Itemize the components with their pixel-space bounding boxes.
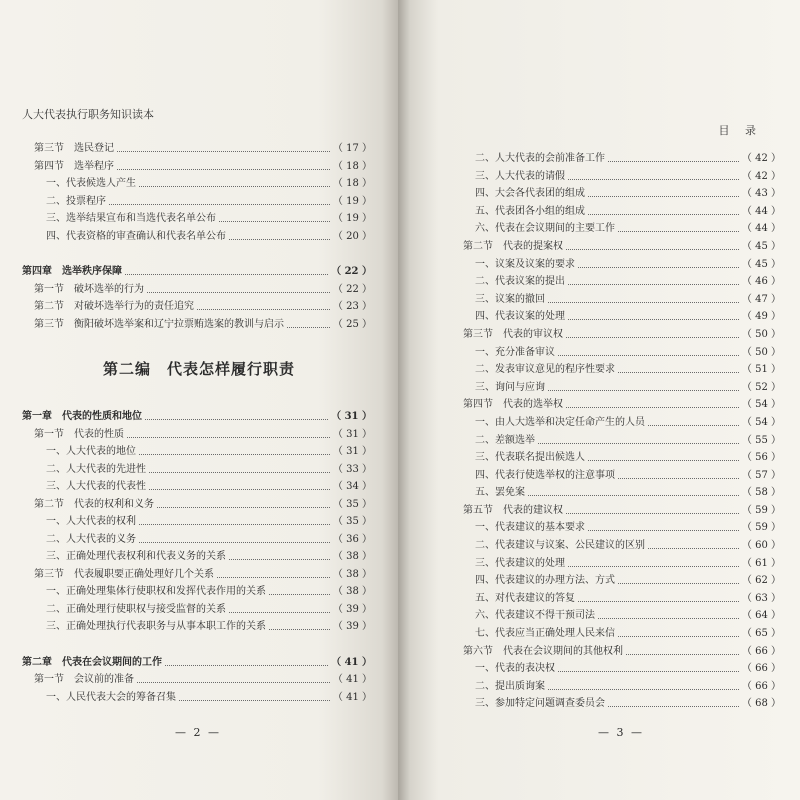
toc-leader-dots bbox=[269, 629, 330, 630]
toc-entry-page: （ 23 ） bbox=[332, 301, 372, 312]
toc-entry bbox=[451, 555, 781, 573]
toc-leader-dots bbox=[165, 665, 328, 666]
toc-entry-title: 二、人大代表的会前准备工作 bbox=[475, 153, 605, 164]
toc-entry-title: 四、代表建议的办理方法、方式 bbox=[475, 575, 615, 587]
toc-entry-page: （ 35 ） bbox=[332, 498, 372, 510]
toc-entry bbox=[22, 496, 372, 514]
toc-entry-page: （ 42 ） bbox=[741, 170, 781, 182]
toc-entry-title: 一、人大代表的权利 bbox=[46, 516, 136, 527]
toc-entry-title: 一、人大代表的地位 bbox=[46, 446, 136, 457]
toc-entry bbox=[22, 531, 372, 549]
page-number: — 2 — bbox=[175, 726, 221, 739]
toc-entry-title: 二、代表议案的提出 bbox=[475, 276, 565, 288]
toc-entry bbox=[22, 513, 372, 531]
toc-entry-page: （ 44 ） bbox=[741, 205, 781, 217]
toc-entry-title: 三、人大代表的请假 bbox=[475, 170, 565, 182]
toc-entry bbox=[451, 519, 781, 537]
toc-leader-dots bbox=[626, 654, 739, 655]
toc-entry-title: 三、询问与应询 bbox=[475, 381, 545, 393]
toc-entry bbox=[22, 689, 372, 707]
toc-entry-page: （ 46 ） bbox=[741, 276, 781, 288]
toc-entry bbox=[451, 678, 781, 696]
toc-entry-title: 二、人大代表的先进性 bbox=[46, 463, 146, 475]
toc-entry bbox=[451, 432, 781, 450]
toc-entry bbox=[22, 443, 372, 461]
toc-entry-page: （ 41 ） bbox=[332, 691, 372, 703]
toc-entry-title: 一、人民代表大会的筹备召集 bbox=[46, 691, 176, 703]
toc-entry-title: 一、充分准备审议 bbox=[475, 346, 555, 358]
toc-leader-dots bbox=[229, 559, 330, 560]
toc-entry-title: 五、代表团各小组的组成 bbox=[475, 205, 585, 217]
toc-entry bbox=[22, 140, 372, 158]
toc-entry-title: 第三节 代表的审议权 bbox=[463, 328, 563, 340]
toc-leader-dots bbox=[269, 594, 330, 595]
toc-entry bbox=[451, 361, 781, 379]
toc-entry bbox=[451, 467, 781, 485]
toc-entry-title: 第二节 代表的提案权 bbox=[463, 240, 563, 252]
toc-entry bbox=[451, 238, 781, 256]
toc-entry-title: 三、正确处理代表权利和代表义务的关系 bbox=[46, 551, 226, 562]
toc-leader-dots bbox=[568, 566, 739, 567]
toc-entry bbox=[22, 158, 372, 176]
toc-entry-title: 三、选举结果宣布和当选代表名单公布 bbox=[46, 213, 216, 224]
toc-entry-page: （ 62 ） bbox=[741, 575, 781, 587]
toc-entry bbox=[22, 263, 372, 281]
toc-entry-page: （ 39 ） bbox=[332, 603, 372, 615]
toc-entry-page: （ 43 ） bbox=[741, 188, 781, 200]
toc-leader-dots bbox=[578, 601, 739, 602]
toc-entry bbox=[22, 671, 372, 689]
toc-entry-page: （ 25 ） bbox=[332, 318, 372, 330]
toc-gap bbox=[22, 636, 372, 654]
toc-leader-dots bbox=[145, 419, 328, 420]
page-number: — 3 — bbox=[598, 726, 644, 739]
toc-leader-dots bbox=[588, 530, 739, 531]
toc-entry bbox=[22, 426, 372, 444]
toc-entry-page: （ 66 ） bbox=[741, 645, 781, 657]
toc-entry-page: （ 63 ） bbox=[741, 592, 781, 604]
toc-entry-title: 三、议案的撤回 bbox=[475, 293, 545, 305]
toc-entry bbox=[22, 193, 372, 211]
left-page bbox=[0, 0, 398, 800]
toc-entry-title: 四、代表资格的审查确认和代表名单公布 bbox=[46, 230, 226, 242]
toc-entry-title: 五、罢免案 bbox=[475, 487, 525, 499]
toc-leader-dots bbox=[117, 169, 330, 170]
toc-entry bbox=[22, 654, 372, 672]
toc-entry bbox=[451, 185, 781, 203]
toc-entry-page: （ 51 ） bbox=[741, 364, 781, 376]
toc-entry-page: （ 22 ） bbox=[331, 266, 372, 277]
running-head: 目 录 bbox=[718, 124, 762, 137]
toc-leader-dots bbox=[139, 454, 330, 455]
toc-leader-dots bbox=[139, 524, 330, 525]
toc-entry bbox=[451, 449, 781, 467]
toc-entry-title: 第三节 选民登记 bbox=[34, 143, 114, 154]
toc-entry-title: 四、大会各代表团的组成 bbox=[475, 188, 585, 200]
toc-leader-dots bbox=[229, 612, 330, 613]
toc-entry bbox=[22, 548, 372, 566]
toc-entry-page: （ 18 ） bbox=[332, 160, 372, 172]
toc-entry-page: （ 34 ） bbox=[332, 481, 372, 492]
toc-entry-title: 第二章 代表在会议期间的工作 bbox=[22, 656, 162, 668]
toc-entry bbox=[22, 408, 372, 426]
toc-entry bbox=[451, 344, 781, 362]
toc-leader-dots bbox=[157, 507, 330, 508]
toc-entry-page: （ 50 ） bbox=[741, 346, 781, 358]
toc-entry bbox=[451, 502, 781, 520]
toc-entry-title: 二、发表审议意见的程序性要求 bbox=[475, 364, 615, 376]
toc-entry-page: （ 66 ） bbox=[741, 680, 781, 692]
toc-entry-title: 一、正确处理集体行使职权和发挥代表作用的关系 bbox=[46, 586, 266, 597]
toc-entry bbox=[22, 583, 372, 601]
toc-entry bbox=[451, 590, 781, 608]
toc-entry-page: （ 19 ） bbox=[332, 213, 372, 224]
toc-entry-page: （ 44 ） bbox=[741, 223, 781, 235]
toc-entry bbox=[22, 478, 372, 496]
toc-leader-dots bbox=[558, 355, 739, 356]
toc-leader-dots bbox=[548, 302, 739, 303]
toc-entry-title: 第四章 选举秩序保障 bbox=[22, 266, 122, 277]
toc-entry bbox=[451, 150, 781, 168]
toc-leader-dots bbox=[566, 249, 739, 250]
toc-entry-page: （ 65 ） bbox=[741, 628, 781, 640]
toc-entry bbox=[451, 220, 781, 238]
toc-leader-dots bbox=[608, 161, 739, 162]
toc-leader-dots bbox=[117, 151, 330, 152]
toc-gap bbox=[22, 245, 372, 263]
toc-entry-title: 三、参加特定问题调查委员会 bbox=[475, 698, 605, 710]
running-head: 人大代表执行职务知识读本 bbox=[22, 108, 154, 121]
toc-entry-page: （ 52 ） bbox=[741, 381, 781, 393]
toc-leader-dots bbox=[127, 437, 330, 438]
toc-list bbox=[22, 408, 372, 706]
toc-leader-dots bbox=[618, 583, 739, 584]
toc-leader-dots bbox=[548, 689, 739, 690]
toc-entry bbox=[22, 461, 372, 479]
toc-entry bbox=[22, 281, 372, 299]
toc-entry bbox=[22, 175, 372, 193]
toc-entry-page: （ 38 ） bbox=[332, 586, 372, 597]
toc-entry-title: 第三节 衡阳破坏选举案和辽宁拉票贿选案的教训与启示 bbox=[34, 318, 284, 330]
toc-entry-page: （ 31 ） bbox=[332, 446, 372, 457]
toc-leader-dots bbox=[538, 443, 739, 444]
toc-list bbox=[22, 140, 372, 333]
toc-leader-dots bbox=[287, 327, 330, 328]
toc-entry-page: （ 38 ） bbox=[332, 568, 372, 580]
toc-entry-page: （ 41 ） bbox=[332, 674, 372, 685]
toc-entry bbox=[22, 618, 372, 636]
toc-entry-title: 第三节 代表履职要正确处理好几个关系 bbox=[34, 568, 214, 580]
toc-leader-dots bbox=[588, 460, 739, 461]
toc-entry bbox=[451, 695, 781, 713]
toc-entry bbox=[451, 396, 781, 414]
toc-leader-dots bbox=[568, 319, 739, 320]
toc-entry bbox=[451, 643, 781, 661]
toc-entry bbox=[22, 210, 372, 228]
toc-entry-page: （ 19 ） bbox=[332, 195, 372, 207]
toc-entry-title: 五、对代表建议的答复 bbox=[475, 592, 575, 604]
toc-entry-title: 一、代表的表决权 bbox=[475, 663, 555, 675]
toc-entry-title: 一、由人大选举和决定任命产生的人员 bbox=[475, 416, 645, 428]
toc-leader-dots bbox=[588, 214, 739, 215]
toc-leader-dots bbox=[137, 682, 330, 683]
toc-leader-dots bbox=[558, 671, 739, 672]
toc-entry-page: （ 66 ） bbox=[741, 663, 781, 675]
toc-entry-page: （ 33 ） bbox=[332, 463, 372, 475]
toc-entry-page: （ 20 ） bbox=[332, 230, 372, 242]
toc-leader-dots bbox=[147, 292, 330, 293]
toc-entry-page: （ 31 ） bbox=[332, 428, 372, 440]
toc-entry bbox=[451, 308, 781, 326]
toc-leader-dots bbox=[648, 425, 739, 426]
toc-entry-title: 第四节 代表的选举权 bbox=[463, 399, 563, 411]
toc-entry bbox=[22, 316, 372, 334]
toc-entry-page: （ 49 ） bbox=[741, 311, 781, 323]
toc-leader-dots bbox=[618, 478, 739, 479]
toc-entry-page: （ 59 ） bbox=[741, 522, 781, 534]
toc-entry-title: 第一节 破坏选举的行为 bbox=[34, 283, 144, 295]
toc-entry bbox=[451, 203, 781, 221]
toc-entry bbox=[451, 326, 781, 344]
toc-entry bbox=[451, 625, 781, 643]
toc-entry-title: 六、代表建议不得干预司法 bbox=[475, 610, 595, 622]
toc-entry-title: 二、代表建议与议案、公民建议的区别 bbox=[475, 540, 645, 552]
toc-leader-dots bbox=[217, 577, 330, 578]
toc-leader-dots bbox=[149, 489, 330, 490]
toc-entry-title: 第四节 选举程序 bbox=[34, 160, 114, 172]
toc-entry-title: 四、代表行使选举权的注意事项 bbox=[475, 469, 615, 481]
toc-entry-page: （ 54 ） bbox=[741, 416, 781, 428]
toc-leader-dots bbox=[568, 284, 739, 285]
toc-leader-dots bbox=[566, 337, 739, 338]
toc-leader-dots bbox=[139, 186, 330, 187]
toc-leader-dots bbox=[608, 706, 739, 707]
toc-leader-dots bbox=[548, 390, 739, 391]
toc-entry-title: 二、投票程序 bbox=[46, 195, 106, 207]
toc-entry-title: 六、代表在会议期间的主要工作 bbox=[475, 223, 615, 235]
toc-entry-page: （ 38 ） bbox=[332, 551, 372, 562]
toc-leader-dots bbox=[197, 309, 330, 310]
toc-entry-page: （ 57 ） bbox=[741, 469, 781, 481]
toc-entry-page: （ 47 ） bbox=[741, 293, 781, 305]
toc-entry bbox=[451, 537, 781, 555]
toc-leader-dots bbox=[139, 542, 330, 543]
toc-entry-page: （ 39 ） bbox=[332, 621, 372, 632]
toc-entry-title: 第一节 会议前的准备 bbox=[34, 674, 134, 685]
part-title: 第二编 代表怎样履行职责 bbox=[102, 360, 295, 378]
toc-entry bbox=[451, 379, 781, 397]
toc-entry-page: （ 35 ） bbox=[332, 516, 372, 527]
toc-entry-title: 七、代表应当正确处理人民来信 bbox=[475, 628, 615, 640]
toc-entry bbox=[451, 484, 781, 502]
toc-leader-dots bbox=[618, 231, 739, 232]
toc-entry-title: 三、人大代表的代表性 bbox=[46, 481, 146, 492]
toc-entry bbox=[451, 572, 781, 590]
toc-entry bbox=[451, 273, 781, 291]
toc-entry-page: （ 59 ） bbox=[741, 504, 781, 516]
toc-entry-title: 三、代表建议的处理 bbox=[475, 557, 565, 569]
toc-entry-page: （ 64 ） bbox=[741, 610, 781, 622]
toc-entry-title: 二、人大代表的义务 bbox=[46, 533, 136, 545]
toc-leader-dots bbox=[566, 407, 739, 408]
toc-entry-title: 一、议案及议案的要求 bbox=[475, 258, 575, 270]
toc-entry-page: （ 17 ） bbox=[332, 143, 372, 154]
toc-entry-page: （ 45 ） bbox=[741, 258, 781, 270]
toc-entry-title: 四、代表议案的处理 bbox=[475, 311, 565, 323]
toc-entry-title: 二、正确处理行使职权与接受监督的关系 bbox=[46, 603, 226, 615]
toc-entry-page: （ 54 ） bbox=[741, 399, 781, 411]
toc-leader-dots bbox=[528, 495, 739, 496]
toc-entry-title: 第一节 代表的性质 bbox=[34, 428, 124, 440]
toc-entry-title: 第二节 对破坏选举行为的责任追究 bbox=[34, 301, 194, 312]
toc-entry-page: （ 42 ） bbox=[741, 153, 781, 164]
toc-list bbox=[451, 150, 781, 713]
toc-entry bbox=[22, 601, 372, 619]
toc-entry bbox=[451, 660, 781, 678]
toc-leader-dots bbox=[149, 472, 330, 473]
toc-leader-dots bbox=[618, 636, 739, 637]
toc-entry-page: （ 50 ） bbox=[741, 328, 781, 340]
toc-entry-title: 一、代表建议的基本要求 bbox=[475, 522, 585, 534]
toc-entry-page: （ 60 ） bbox=[741, 540, 781, 552]
toc-entry-page: （ 41 ） bbox=[331, 656, 372, 668]
toc-entry bbox=[451, 291, 781, 309]
toc-leader-dots bbox=[578, 267, 739, 268]
toc-entry-title: 二、提出质询案 bbox=[475, 680, 545, 692]
toc-entry-page: （ 68 ） bbox=[741, 698, 781, 710]
toc-leader-dots bbox=[648, 548, 739, 549]
toc-leader-dots bbox=[125, 274, 328, 275]
toc-leader-dots bbox=[588, 196, 739, 197]
toc-entry-page: （ 18 ） bbox=[332, 178, 372, 189]
toc-leader-dots bbox=[109, 204, 330, 205]
toc-leader-dots bbox=[598, 618, 739, 619]
toc-entry-page: （ 31 ） bbox=[331, 411, 372, 422]
toc-entry-title: 三、正确处理执行代表职务与从事本职工作的关系 bbox=[46, 621, 266, 632]
toc-leader-dots bbox=[568, 179, 739, 180]
toc-entry-title: 第一章 代表的性质和地位 bbox=[22, 411, 142, 422]
toc-entry bbox=[451, 168, 781, 186]
toc-entry-page: （ 55 ） bbox=[741, 434, 781, 446]
toc-entry bbox=[451, 256, 781, 274]
toc-entry bbox=[22, 566, 372, 584]
toc-entry bbox=[22, 298, 372, 316]
toc-entry-page: （ 36 ） bbox=[332, 533, 372, 545]
toc-leader-dots bbox=[618, 372, 739, 373]
toc-leader-dots bbox=[229, 239, 330, 240]
toc-entry-title: 第六节 代表在会议期间的其他权利 bbox=[463, 645, 623, 657]
toc-entry-title: 一、代表候选人产生 bbox=[46, 178, 136, 189]
toc-entry-page: （ 58 ） bbox=[741, 487, 781, 499]
toc-entry-title: 第五节 代表的建议权 bbox=[463, 504, 563, 516]
toc-entry-page: （ 61 ） bbox=[741, 557, 781, 569]
toc-entry bbox=[451, 607, 781, 625]
toc-entry-page: （ 22 ） bbox=[332, 283, 372, 295]
toc-entry-page: （ 56 ） bbox=[741, 452, 781, 464]
toc-entry-page: （ 45 ） bbox=[741, 240, 781, 252]
toc-entry-title: 三、代表联名提出候选人 bbox=[475, 452, 585, 464]
toc-leader-dots bbox=[179, 700, 330, 701]
toc-entry bbox=[451, 414, 781, 432]
toc-leader-dots bbox=[566, 513, 739, 514]
toc-entry bbox=[22, 228, 372, 246]
toc-entry-title: 二、差额选举 bbox=[475, 434, 535, 446]
toc-entry-title: 第二节 代表的权利和义务 bbox=[34, 498, 154, 510]
toc-leader-dots bbox=[219, 221, 330, 222]
